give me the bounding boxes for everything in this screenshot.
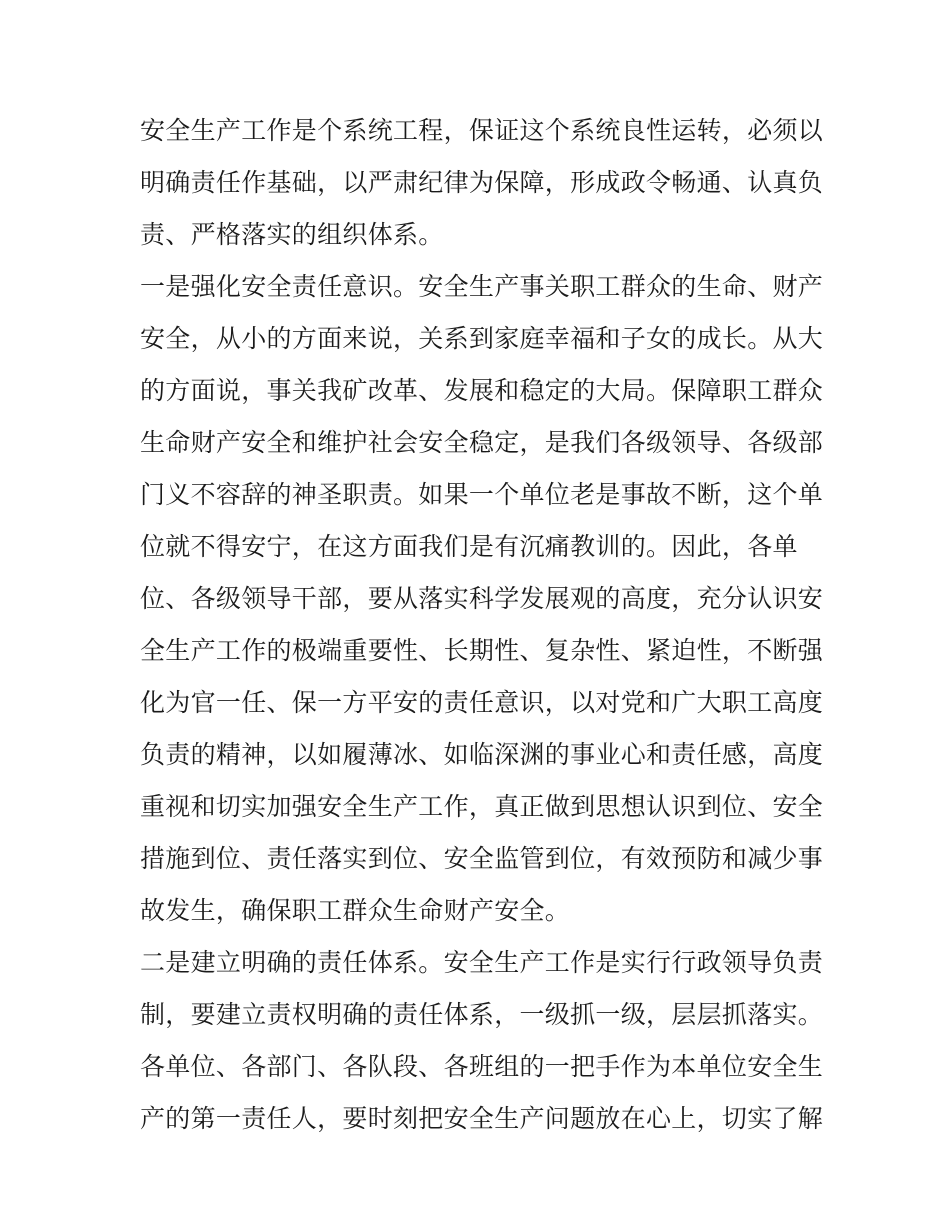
text-line: 故发生，确保职工群众生命财产安全。 bbox=[140, 896, 571, 925]
text-line: 二是建立明确的责任体系。安全生产工作是实行行政领导负责 bbox=[140, 948, 824, 977]
text-line: 各单位、各部门、各队段、各班组的一把手作为本单位安全生 bbox=[140, 1052, 824, 1081]
text-line: 位、各级领导干部，要从落实科学发展观的高度，充分认识安 bbox=[140, 584, 824, 613]
text-line: 重视和切实加强安全生产工作，真正做到思想认识到位、安全 bbox=[140, 792, 824, 821]
text-line: 负责的精神，以如履薄冰、如临深渊的事业心和责任感，高度 bbox=[140, 740, 824, 769]
text-line: 生命财产安全和维护社会安全稳定，是我们各级领导、各级部 bbox=[140, 428, 824, 457]
text-line: 安全，从小的方面来说，关系到家庭幸福和子女的成长。从大 bbox=[140, 324, 824, 353]
text-line: 明确责任作基础，以严肃纪律为保障，形成政令畅通、认真负 bbox=[140, 168, 824, 197]
text-line: 制，要建立责权明确的责任体系，一级抓一级，层层抓落实。 bbox=[140, 1000, 824, 1029]
text-line: 的方面说，事关我矿改革、发展和稳定的大局。保障职工群众 bbox=[140, 376, 824, 405]
text-line: 产的第一责任人，要时刻把安全生产问题放在心上，切实了解 bbox=[140, 1104, 824, 1133]
text-line: 化为官一任、保一方平安的责任意识，以对党和广大职工高度 bbox=[140, 688, 824, 717]
text-line: 措施到位、责任落实到位、安全监管到位，有效预防和减少事 bbox=[140, 844, 824, 873]
text-line: 位就不得安宁，在这方面我们是有沉痛教训的。因此，各单 bbox=[140, 532, 798, 561]
text-line: 一是强化安全责任意识。安全生产事关职工群众的生命、财产 bbox=[140, 272, 824, 301]
text-line: 门义不容辞的神圣职责。如果一个单位老是事故不断，这个单 bbox=[140, 480, 824, 509]
text-line: 责、严格落实的组织体系。 bbox=[140, 220, 444, 249]
text-line: 安全生产工作是个系统工程，保证这个系统良性运转，必须以 bbox=[140, 116, 824, 145]
document-body bbox=[140, 105, 824, 1145]
text-line: 全生产工作的极端重要性、长期性、复杂性、紧迫性，不断强 bbox=[140, 636, 824, 665]
